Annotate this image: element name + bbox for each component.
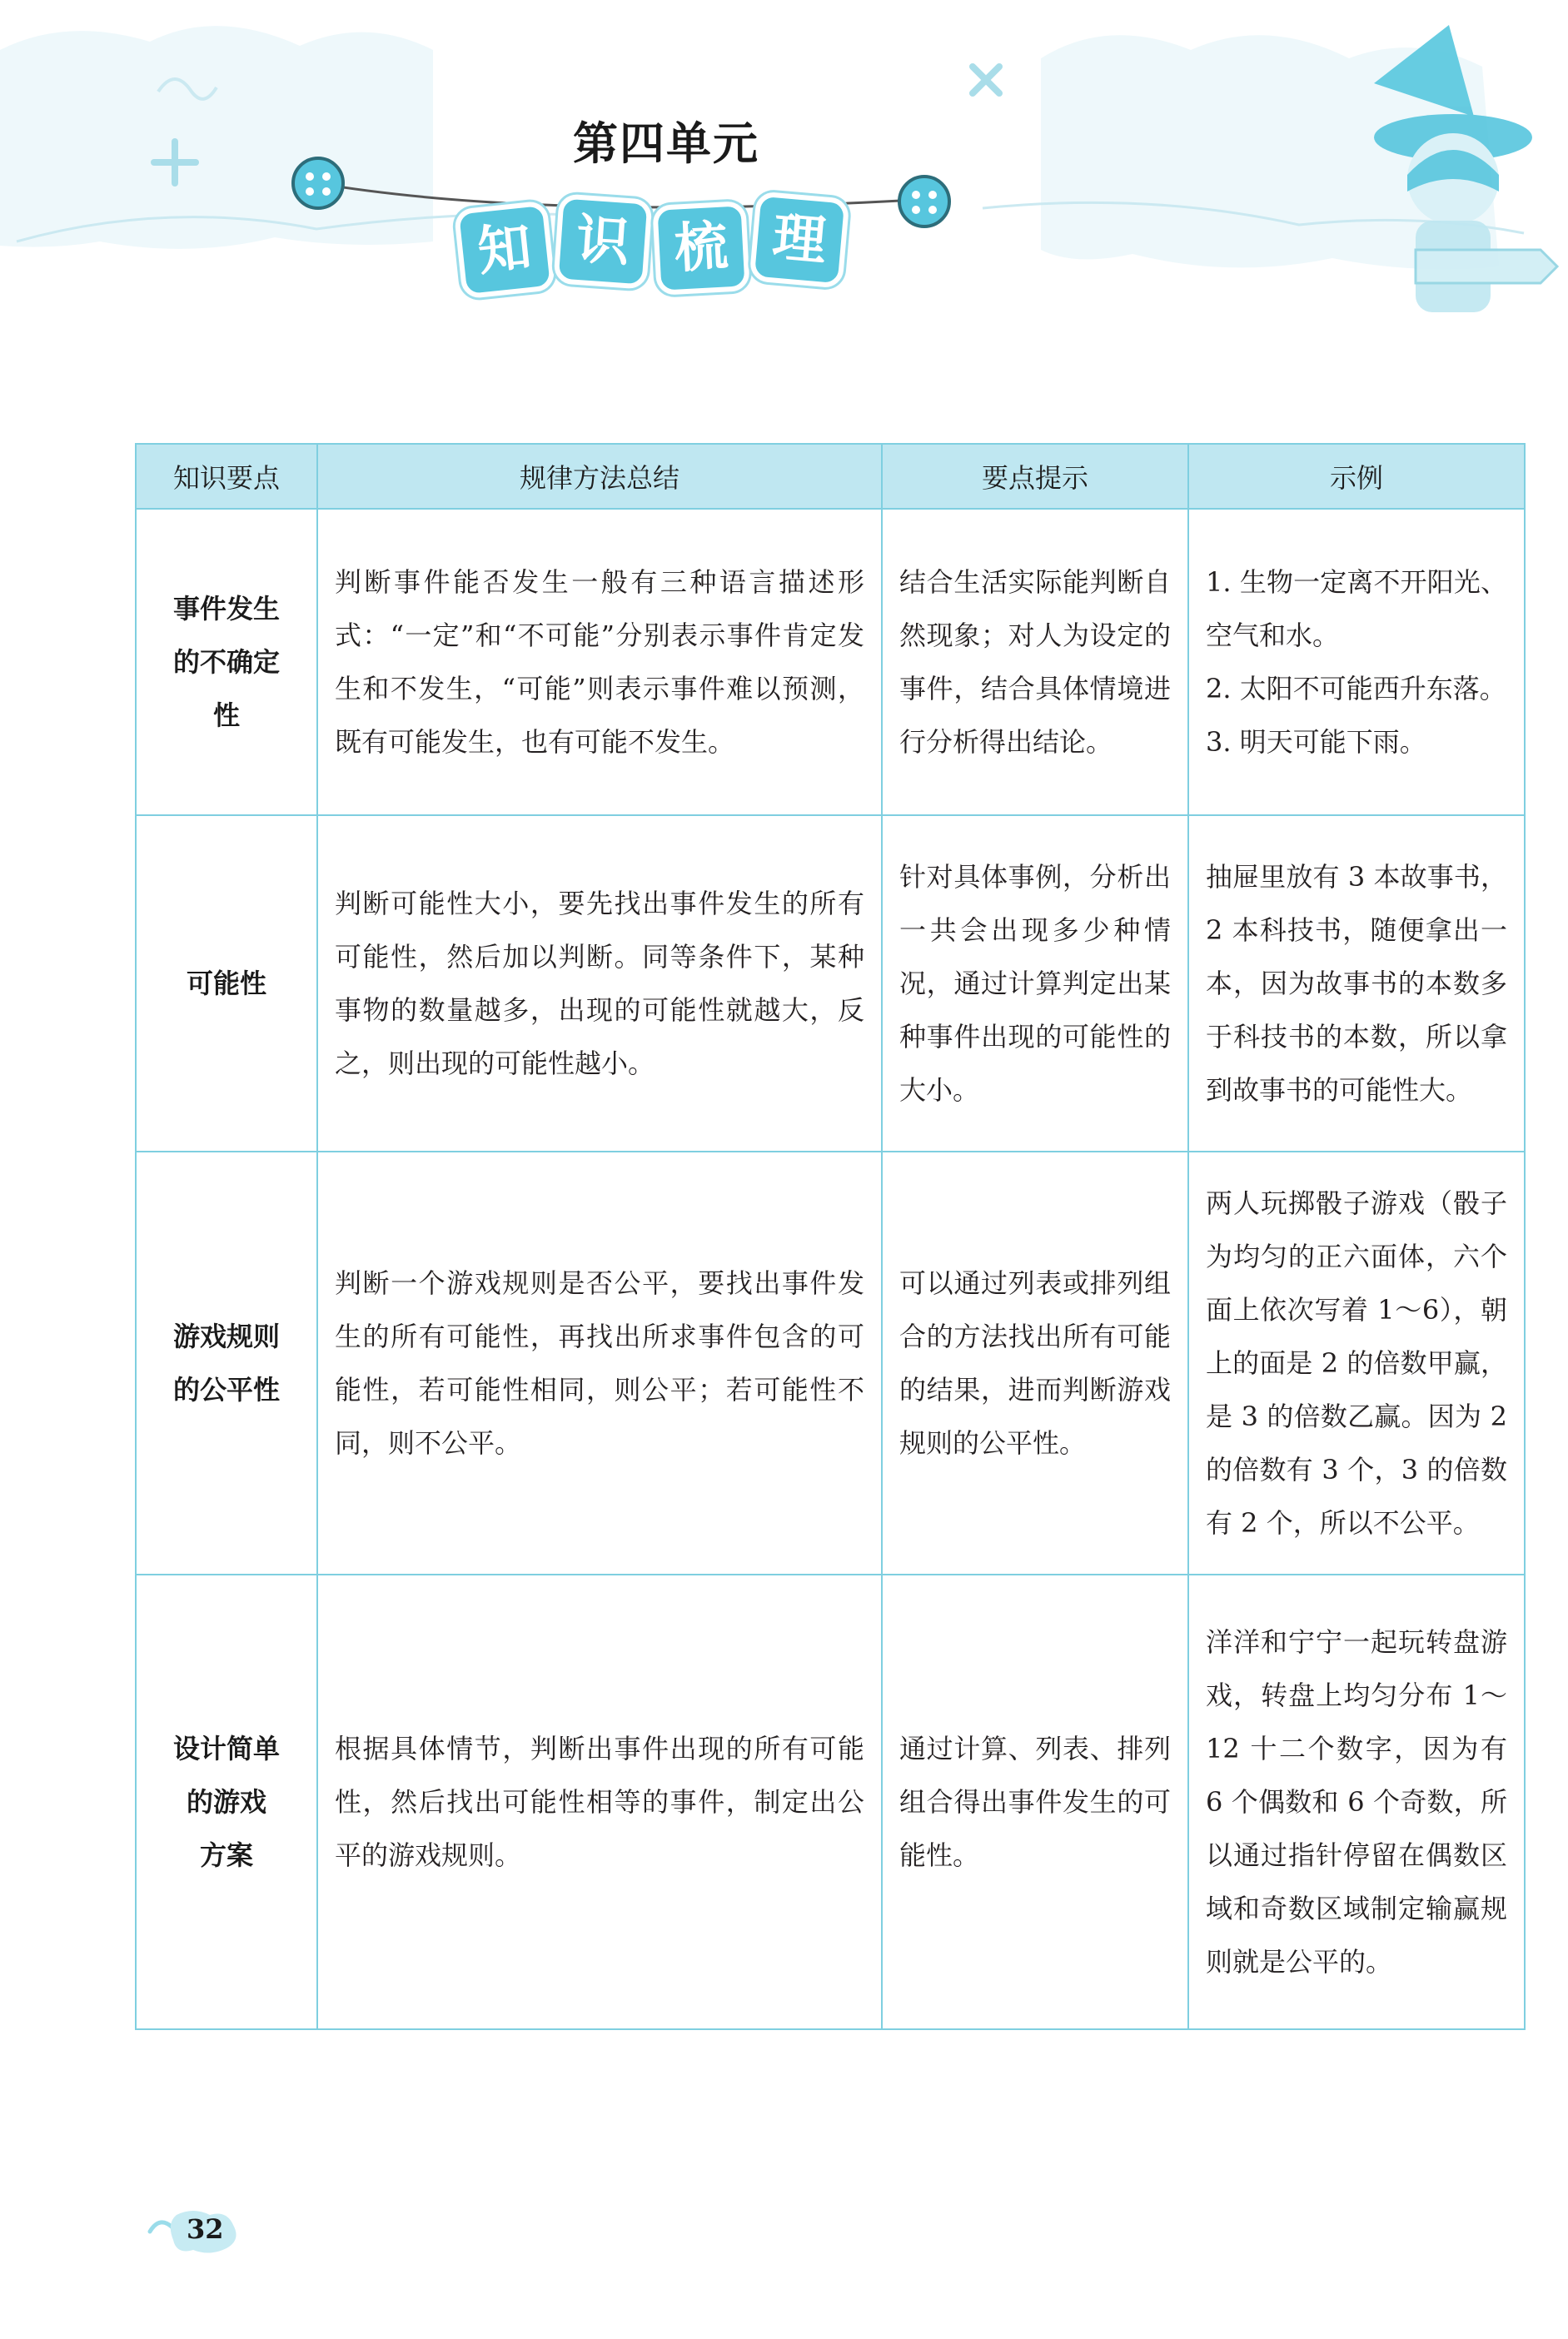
column-header: 示例 [1188, 444, 1525, 509]
example-cell [1188, 509, 1525, 815]
header-illustration [0, 0, 1568, 350]
badge-char-2: 识 [553, 193, 652, 290]
column-header: 规律方法总结 [317, 444, 882, 509]
example-line: 抽屉里放有 3 本故事书，2 本科技书，随便拿出一本，因为故事书的本数多于科技书的本数，所以拿到故事书的可能性大。 [1206, 861, 1507, 1106]
example-line: 洋洋和宁宁一起玩转盘游戏，转盘上均匀分布 1～12 十二个数字，因为有 6 个偶数和 6 个奇数，所以通过指针停留在偶数区域和奇数区域制定输赢规则就是公平的。 [1206, 1626, 1507, 1978]
tips-cell: 通过计算、列表、排列组合得出事件发生的可能性。 [882, 1575, 1188, 2029]
tips-cell: 结合生活实际能判断自然现象；对人为设定的事件，结合具体情境进行分析得出结论。 [882, 509, 1188, 815]
example-line: 两人玩掷骰子游戏（骰子为均匀的正六面体，六个面上依次写着 1～6），朝上的面是 2 的倍数甲赢，是 3 的倍数乙赢。因为 2 的倍数有 3 个，3 的倍数有 2 个，所以不公平。 [1206, 1187, 1507, 1539]
example-cell [1188, 815, 1525, 1152]
badge-char-4: 理 [749, 191, 850, 288]
knowledge-table-container [135, 443, 1524, 2030]
topic-line: 方案 [199, 1839, 253, 1871]
column-header: 要点提示 [882, 444, 1188, 509]
table-row [136, 1152, 1525, 1575]
summary-cell: 判断一个游戏规则是否公平，要找出事件发生的所有可能性，再找出所求事件包含的可能性，若可能性相同，则公平；若可能性不同，则不公平。 [317, 1152, 882, 1575]
page-number: 32 [187, 2213, 224, 2245]
topic-cell [136, 815, 317, 1152]
example-line: 2. 太阳不可能西升东落。 [1206, 673, 1506, 704]
topic-line: 设计简单 [172, 1733, 280, 1764]
example-line: 3. 明天可能下雨。 [1206, 726, 1426, 758]
example-cell [1188, 1575, 1525, 2029]
topic-line: 游戏规则 [172, 1321, 280, 1352]
topic-line: 的公平性 [172, 1374, 280, 1406]
table-row [136, 815, 1525, 1152]
summary-cell: 判断事件能否发生一般有三种语言描述形式：“一定”和“不可能”分别表示事件肯定发生和不发生，“可能”则表示事件难以预测，既有可能发生，也有可能不发生。 [317, 509, 882, 815]
topic-line: 可能性 [186, 968, 266, 999]
summary-cell: 判断可能性大小，要先找出事件发生的所有可能性，然后加以判断。同等条件下，某种事物的数量越多，出现的可能性就越大，反之，则出现的可能性越小。 [317, 815, 882, 1152]
topic-line: 性 [212, 699, 240, 731]
button-right-icon [899, 177, 949, 226]
tips-cell: 针对具体事例，分析出一共会出现多少种情况，通过计算判定出某种事件出现的可能性的大小。 [882, 815, 1188, 1152]
table-row [136, 1575, 1525, 2029]
page-number-badge [143, 2207, 243, 2257]
topic-line: 的游戏 [186, 1786, 266, 1818]
topic-line: 的不确定 [172, 646, 280, 678]
topic-cell [136, 1575, 317, 2029]
topic-line: 事件发生 [172, 593, 280, 625]
example-line: 1. 生物一定离不开阳光、空气和水。 [1206, 566, 1507, 651]
column-header: 知识要点 [136, 444, 317, 509]
table-row [136, 509, 1525, 815]
button-left-icon [293, 158, 343, 208]
topic-cell [136, 1152, 317, 1575]
summary-cell: 根据具体情节，判断出事件出现的所有可能性，然后找出可能性相等的事件，制定出公平的游戏规则。 [317, 1575, 882, 2029]
badge-char-3: 梳 [652, 201, 749, 296]
table-header-row [136, 444, 1525, 509]
topic-cell [136, 509, 317, 815]
badge-char-1: 知 [454, 200, 556, 299]
example-cell [1188, 1152, 1525, 1575]
tips-cell: 可以通过列表或排列组合的方法找出所有可能的结果，进而判断游戏规则的公平性。 [882, 1152, 1188, 1575]
knowledge-table [135, 443, 1526, 2030]
unit-title: 第四单元 [573, 117, 759, 170]
times-icon [973, 67, 999, 93]
